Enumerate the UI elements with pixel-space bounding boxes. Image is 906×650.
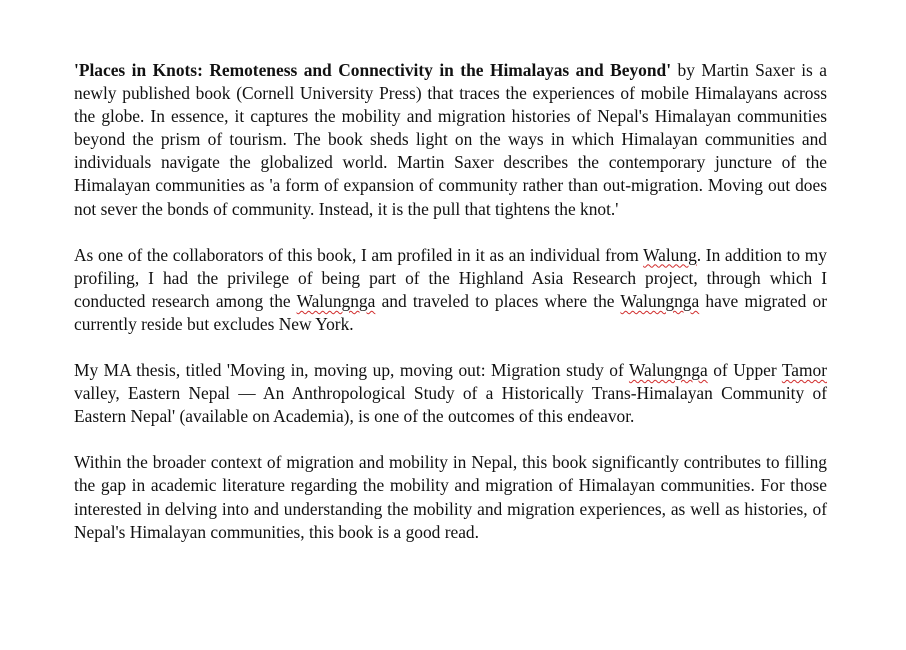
misspelled-word[interactable]: Tamor — [781, 360, 827, 381]
paragraph-text: valley, Eastern Nepal — An Anthropological Study of a Historically Trans-Himalayan Community of Eastern Nepal' (available on Academia), is one of the outcomes of this endeavor. — [74, 383, 827, 427]
book-title: 'Places in Knots: Remoteness and Connectivity in the Himalayas and Beyond' — [74, 60, 672, 80]
paragraph-text: have migrated or currently reside but excludes New York. — [74, 290, 828, 334]
misspelled-word[interactable]: Walung — [643, 244, 697, 265]
paragraph-text: of Upper — [707, 360, 782, 381]
misspelled-word[interactable]: Walungnga — [620, 290, 700, 311]
paragraph-text: . In addition to my profiling, I had the privilege of being part of the Highland Asia Research project, through which I conducted research among the — [74, 244, 827, 311]
paragraph-text: My MA thesis, titled 'Moving in, moving up, moving out: Migration study of — [74, 360, 629, 381]
paragraph-text: Within the broader context of migration and mobility in Nepal, this book significantly contributes to filling the gap in academic literature regarding the mobility and migration of Himalayan communities. For those interested in delving into and understanding the mobility and migration experiences, as well as histories, of Nepal's Himalayan communities, this book is a good read. — [74, 452, 827, 542]
misspelled-word[interactable]: Walungnga — [628, 360, 708, 381]
paragraph-conclusion — [74, 451, 827, 543]
misspelled-word[interactable]: Walungnga — [296, 290, 376, 311]
paragraph-collaboration — [74, 244, 827, 336]
paragraph-text: and traveled to places where the — [375, 290, 621, 311]
paragraph-thesis — [74, 359, 827, 428]
paragraph-book-intro — [74, 59, 827, 221]
document-body — [74, 59, 827, 567]
paragraph-text: As one of the collaborators of this book, I am profiled in it as an individual from — [74, 244, 644, 265]
paragraph-text: by Martin Saxer is a newly published book (Cornell University Press) that traces the experiences of mobile Himalayans across the globe. In essence, it captures the mobility and migration histories of Nepal's Himalayan communities beyond the prism of tourism. The book sheds light on the ways in which Himalayan communities and individuals navigate the globalized world. Martin Saxer describes the contemporary juncture of the Himalayan communities as 'a form of expansion of community rather than out-migration. Moving out does not sever the bonds of community. Instead, it is the pull that tightens the knot.' — [74, 60, 827, 219]
